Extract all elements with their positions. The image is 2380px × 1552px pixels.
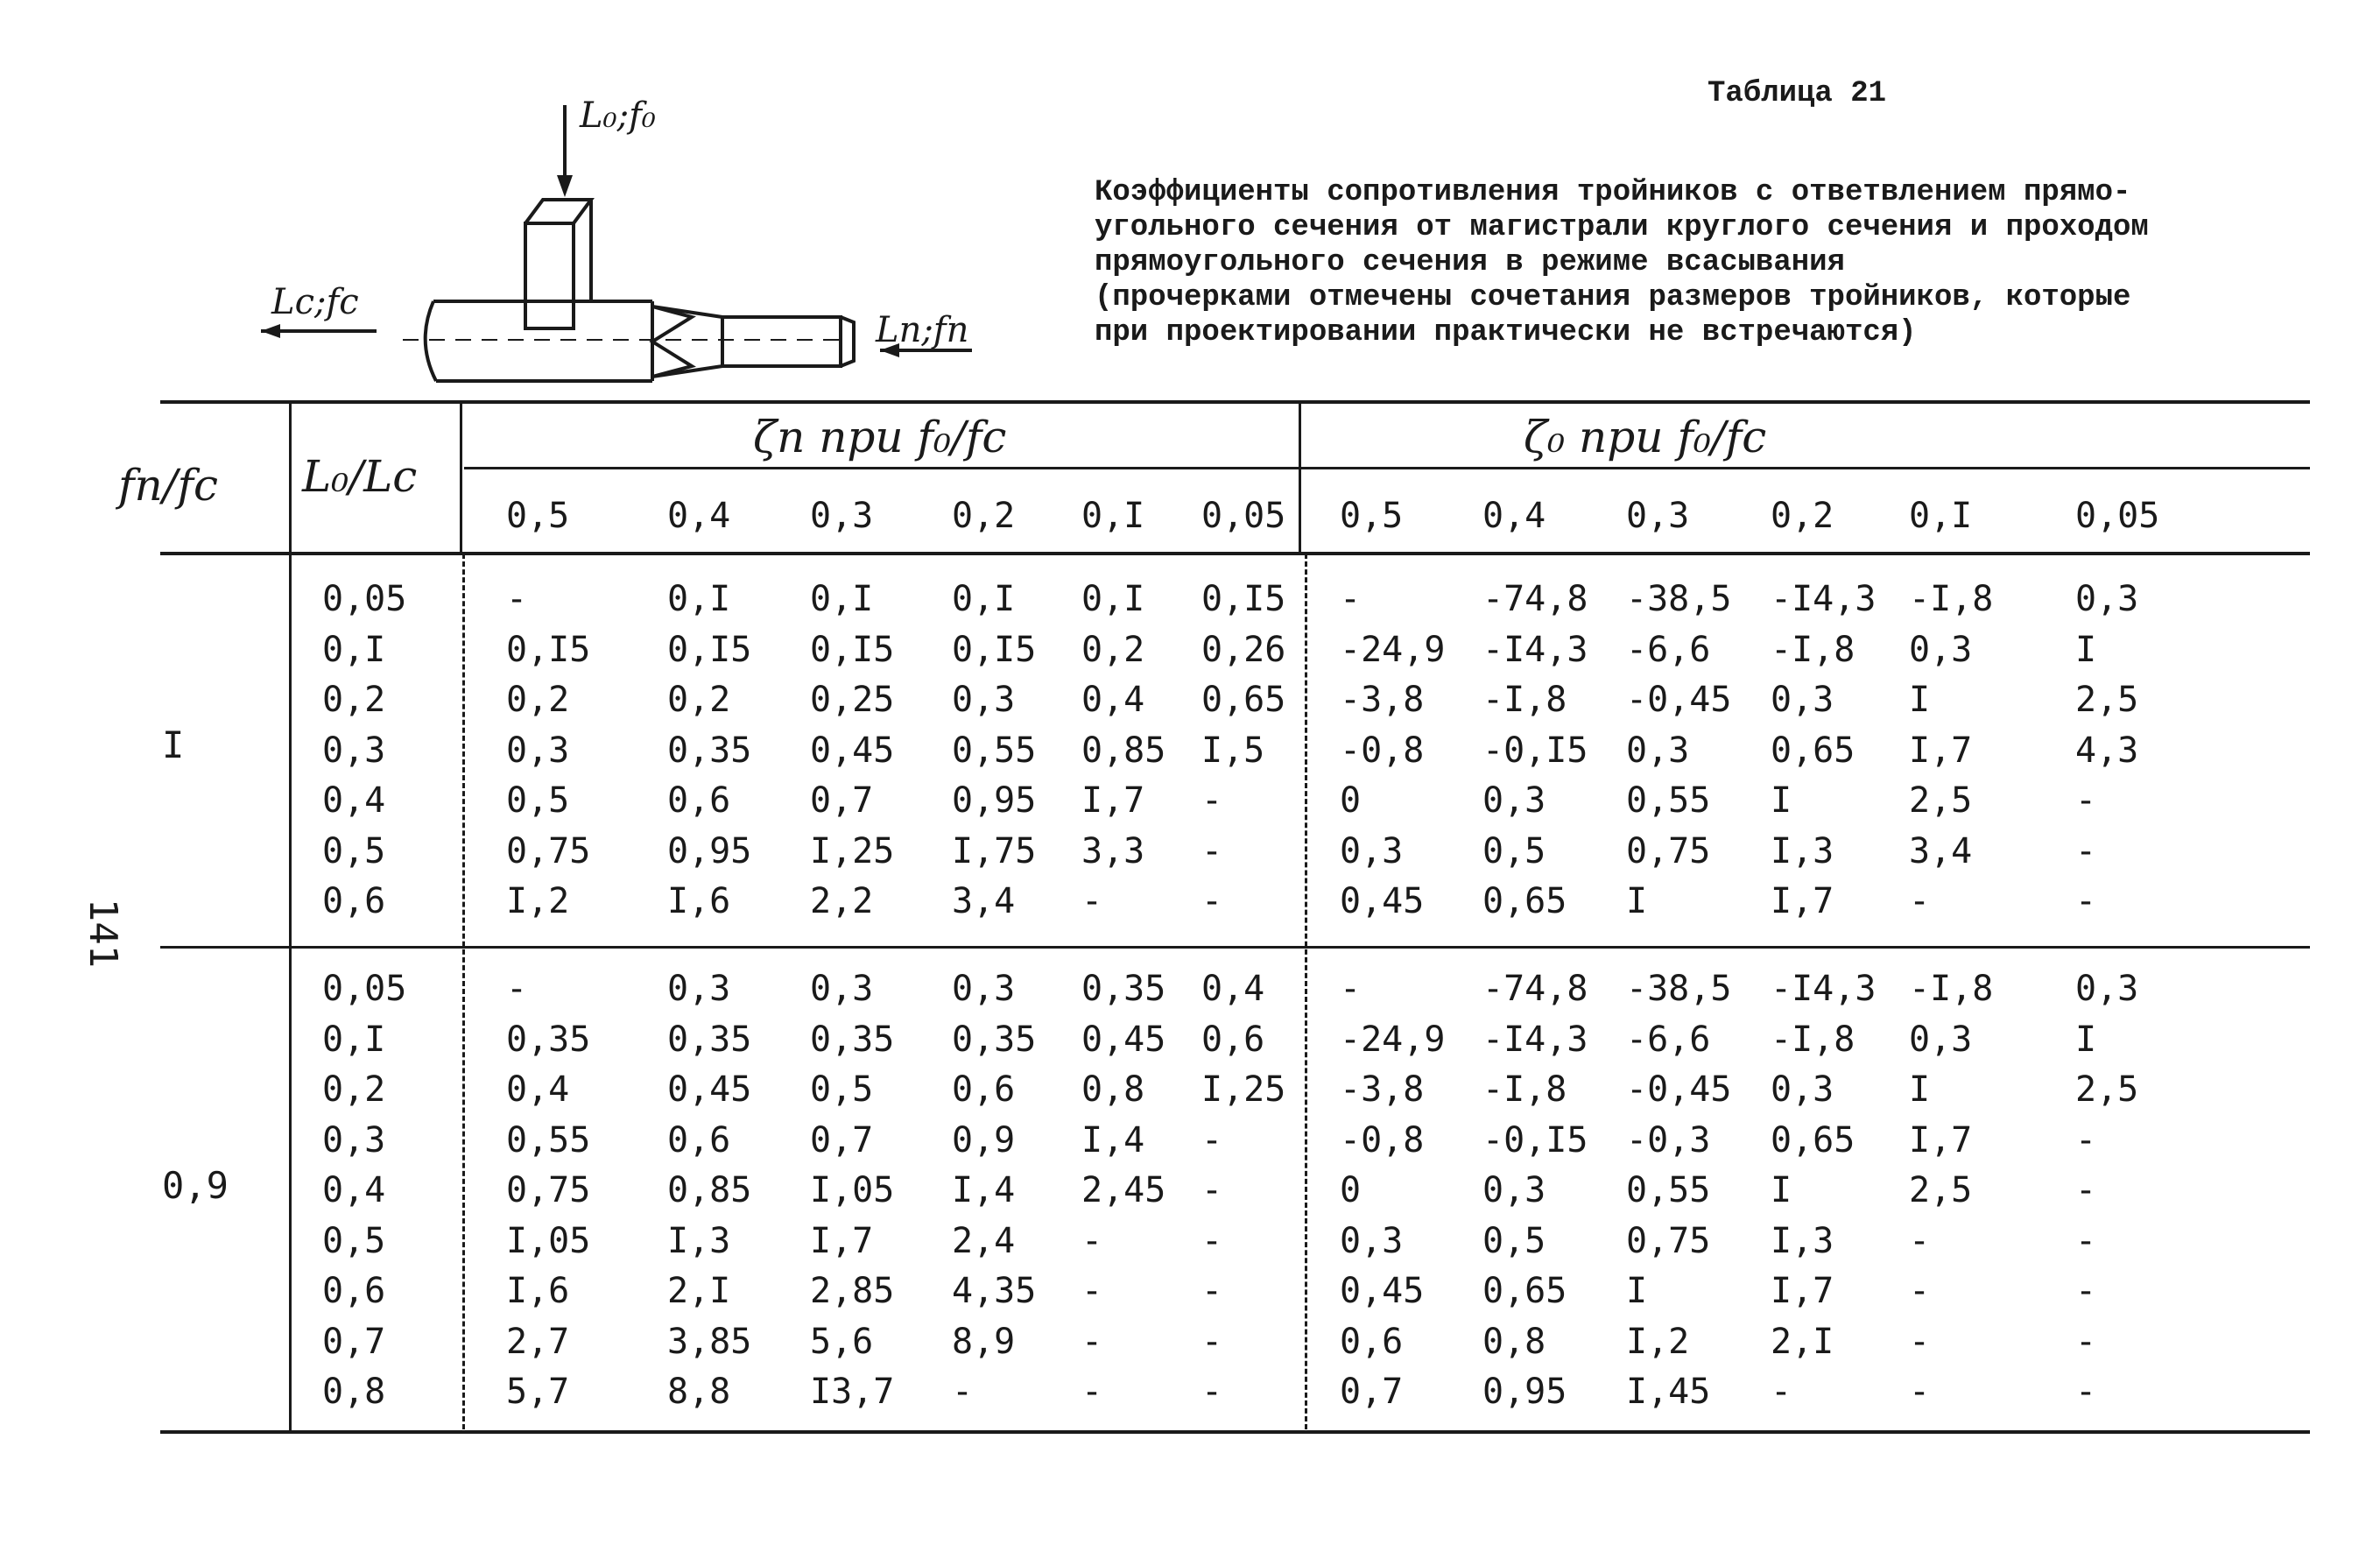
table-cell: - [1081, 1321, 1103, 1362]
table-cell: I [1626, 1271, 1648, 1311]
table-cell: 0,35 [810, 1019, 895, 1060]
table-cell: 2,2 [810, 881, 874, 921]
table-cell: 0,55 [506, 1119, 591, 1160]
row-ratio: 0,05 [322, 969, 407, 1009]
table-cell: 0 [1340, 1170, 1362, 1210]
table-cell: 2,5 [2075, 1069, 2139, 1110]
table-cell: 5,7 [506, 1372, 570, 1412]
header-area-ratio: fп/fc [118, 460, 219, 511]
table-cell: 3,4 [952, 881, 1016, 921]
table-cell: 0,45 [810, 730, 895, 771]
subheader-cell: 0,05 [1201, 496, 1286, 536]
table-cell: 0,35 [506, 1019, 591, 1060]
table-cell: -I4,3 [1482, 1019, 1588, 1060]
table-cell: 0,3 [810, 969, 874, 1009]
table-cell: 0,95 [952, 780, 1037, 821]
table-cell: I,25 [1201, 1069, 1286, 1110]
table-cell: - [1201, 1271, 1223, 1311]
table-cell: 0,3 [1771, 680, 1834, 720]
row-ratio: 0,4 [322, 780, 386, 821]
table-cell: 0,8 [1482, 1321, 1546, 1362]
table-cell: 0,75 [1626, 1220, 1711, 1261]
row-ratio: 0,3 [322, 730, 386, 771]
table-cell: -I4,3 [1771, 579, 1877, 619]
table-cell: 0,I [810, 579, 874, 619]
row-ratio: 0,2 [322, 1069, 386, 1110]
table-cell: 0,75 [1626, 830, 1711, 871]
table-cell: I,7 [810, 1220, 874, 1261]
table-cell: - [1909, 1220, 1931, 1261]
table-cell: 3,85 [667, 1321, 752, 1362]
table-cell: -I4,3 [1771, 969, 1877, 1009]
tee-diagram [236, 88, 1025, 403]
table-cell: I,7 [1081, 780, 1145, 821]
subheader-cell: 0,3 [1626, 496, 1690, 536]
subheader-cell: 0,5 [506, 496, 570, 536]
table-caption: Коэффициенты сопротивления тройников с ответвлением прямо- угольного сечения от магистрали круглого сечения и проходом прямоугольного сечения в режиме всасывания (прочерками отмечены сочетания размеров тройников, которые при проектировании практически не встречаются) [1095, 176, 2149, 349]
table-cell: 2,85 [810, 1271, 895, 1311]
table-cell: 0,3 [1482, 1170, 1546, 1210]
table-cell: 0,3 [506, 730, 570, 771]
table-cell: 0,65 [1771, 730, 1855, 771]
table-cell: 0,45 [1340, 1271, 1425, 1311]
table-cell: - [1909, 1321, 1931, 1362]
table-cell: 2,I [1771, 1321, 1834, 1362]
table-cell: 0,75 [506, 830, 591, 871]
table-cell: - [2075, 830, 2097, 871]
table-cell: -3,8 [1340, 680, 1425, 720]
table-cell: 0,I5 [667, 629, 752, 670]
table-cell: -38,5 [1626, 579, 1732, 619]
table-cell: -0,45 [1626, 1069, 1732, 1110]
table-cell: I,6 [667, 881, 731, 921]
table-cell: 5,6 [810, 1321, 874, 1362]
table-cell: 0,85 [667, 1170, 752, 1210]
table-cell: 2,4 [952, 1220, 1016, 1261]
table-cell: 0,7 [810, 780, 874, 821]
table-cell: 0,7 [810, 1119, 874, 1160]
row-ratio: 0,2 [322, 680, 386, 720]
table-cell: 0 [1340, 780, 1362, 821]
table-cell: 0,26 [1201, 629, 1286, 670]
table-cell: I,5 [1201, 730, 1265, 771]
table-cell: 0,95 [667, 830, 752, 871]
subheader-cell: 0,I [1081, 496, 1145, 536]
table-cell: -I,8 [1482, 1069, 1567, 1110]
table-cell: 8,9 [952, 1321, 1016, 1362]
table-cell: - [2075, 1119, 2097, 1160]
table-cell: I,7 [1771, 1271, 1834, 1311]
table-cell: 0,3 [1482, 780, 1546, 821]
row-ratio: 0,05 [322, 579, 407, 619]
table-cell: -I4,3 [1482, 629, 1588, 670]
row-ratio: 0,3 [322, 1119, 386, 1160]
table-cell: -3,8 [1340, 1069, 1425, 1110]
table-cell: -I,8 [1909, 969, 1994, 1009]
table-cell: 0,2 [1081, 629, 1145, 670]
table-cell: 0,2 [667, 680, 731, 720]
table-cell: I,4 [1081, 1119, 1145, 1160]
table-cell: - [2075, 1220, 2097, 1261]
table-cell: 0,3 [1340, 830, 1404, 871]
table-cell: - [2075, 1372, 2097, 1412]
pass-flow-label: Lп;fп [876, 310, 969, 350]
table-cell: 4,3 [2075, 730, 2139, 771]
table-cell: -24,9 [1340, 1019, 1446, 1060]
table-cell: - [1201, 1220, 1223, 1261]
table-cell: -I,8 [1482, 680, 1567, 720]
table-cell: 2,7 [506, 1321, 570, 1362]
table-cell: 0,5 [810, 1069, 874, 1110]
table-cell: I,05 [506, 1220, 591, 1261]
table-cell: I [1909, 680, 1931, 720]
table-cell: 0,3 [952, 680, 1016, 720]
table-cell: 0,5 [1482, 1220, 1546, 1261]
table-cell: 2,5 [2075, 680, 2139, 720]
table-cell: -74,8 [1482, 579, 1588, 619]
table-cell: - [952, 1372, 974, 1412]
table-cell: 0,I5 [952, 629, 1037, 670]
table-cell: 0,95 [1482, 1372, 1567, 1412]
table-cell: -0,8 [1340, 730, 1425, 771]
subheader-cell: 0,I [1909, 496, 1973, 536]
table-cell: I [1771, 1170, 1792, 1210]
table-cell: 0,75 [506, 1170, 591, 1210]
table-cell: I,6 [506, 1271, 570, 1311]
subheader-cell: 0,4 [1482, 496, 1546, 536]
table-cell: 0,3 [2075, 579, 2139, 619]
row-ratio: 0,I [322, 1019, 386, 1060]
row-ratio: 0,5 [322, 830, 386, 871]
table-cell: I,7 [1771, 881, 1834, 921]
table-cell: 0,6 [952, 1069, 1016, 1110]
table-cell: I [1626, 881, 1648, 921]
table-cell: 0,6 [1201, 1019, 1265, 1060]
subheader-cell: 0,2 [1771, 496, 1834, 536]
subheader-cell: 0,3 [810, 496, 874, 536]
header-pass-coeff: ζп при f₀/fc [753, 412, 1007, 462]
subheader-cell: 0,05 [2075, 496, 2160, 536]
table-number: Таблица 21 [1708, 77, 1887, 110]
table-cell: - [1340, 579, 1362, 619]
table-cell: - [2075, 881, 2097, 921]
table-cell: 0,55 [952, 730, 1037, 771]
group-label: 0,9 [162, 1163, 229, 1207]
subheader-cell: 0,2 [952, 496, 1016, 536]
table-cell: 0,3 [2075, 969, 2139, 1009]
table-cell: I,25 [810, 830, 895, 871]
table-cell: I [2075, 1019, 2097, 1060]
table-cell: 0,55 [1626, 1170, 1711, 1210]
table-cell: 0,3 [1626, 730, 1690, 771]
table-cell: 0,2 [506, 680, 570, 720]
header-branch-coeff: ζ₀ при f₀/fc [1524, 412, 1767, 462]
table-cell: I [1771, 780, 1792, 821]
table-cell: 3,3 [1081, 830, 1145, 871]
table-cell: I [1909, 1069, 1931, 1110]
table-cell: - [1081, 1220, 1103, 1261]
table-cell: 0,4 [506, 1069, 570, 1110]
table-cell: - [1340, 969, 1362, 1009]
table-cell: 0,7 [1340, 1372, 1404, 1412]
subheader-cell: 0,4 [667, 496, 731, 536]
table-cell: - [1909, 881, 1931, 921]
table-cell: 0,3 [1771, 1069, 1834, 1110]
table-cell: 0,I [667, 579, 731, 619]
table-cell: I,2 [506, 881, 570, 921]
table-cell: 0,45 [667, 1069, 752, 1110]
table-cell: - [1201, 881, 1223, 921]
row-ratio: 0,8 [322, 1372, 386, 1412]
table-cell: -0,45 [1626, 680, 1732, 720]
table-cell: -0,8 [1340, 1119, 1425, 1160]
table-cell: - [1081, 881, 1103, 921]
table-cell: 0,25 [810, 680, 895, 720]
table-cell: 0,I5 [1201, 579, 1286, 619]
table-cell: - [2075, 1271, 2097, 1311]
table-cell: - [1909, 1372, 1931, 1412]
table-cell: 0,I [952, 579, 1016, 619]
row-ratio: 0,5 [322, 1220, 386, 1261]
table-cell: 0,5 [1482, 830, 1546, 871]
table-cell: I,3 [667, 1220, 731, 1261]
table-cell: 0,3 [952, 969, 1016, 1009]
table-cell: 0,8 [1081, 1069, 1145, 1110]
table-cell: I,7 [1909, 730, 1973, 771]
table-cell: 0,65 [1482, 881, 1567, 921]
table-cell: I,05 [810, 1170, 895, 1210]
table-cell: - [1909, 1271, 1931, 1311]
row-ratio: 0,6 [322, 881, 386, 921]
table-cell: 0,6 [667, 1119, 731, 1160]
table-cell: 0,3 [1340, 1220, 1404, 1261]
table-cell: - [1081, 1372, 1103, 1412]
table-cell: 0,65 [1482, 1271, 1567, 1311]
table-cell: -I,8 [1771, 1019, 1855, 1060]
table-cell: -6,6 [1626, 1019, 1711, 1060]
table-cell: -74,8 [1482, 969, 1588, 1009]
table-cell: 0,5 [506, 780, 570, 821]
table-cell: 0,4 [1081, 680, 1145, 720]
table-cell: 0,35 [952, 1019, 1037, 1060]
table-cell: 0,6 [667, 780, 731, 821]
table-cell: 0,4 [1201, 969, 1265, 1009]
common-flow-label: Lc;fc [271, 282, 359, 322]
table-cell: I3,7 [810, 1372, 895, 1412]
table-cell: 0,3 [1909, 1019, 1973, 1060]
subheader-cell: 0,5 [1340, 496, 1404, 536]
table-cell: - [506, 969, 528, 1009]
table-cell: 0,I [1081, 579, 1145, 619]
table-cell: - [1201, 1170, 1223, 1210]
table-cell: -I,8 [1909, 579, 1994, 619]
table-cell: 0,85 [1081, 730, 1166, 771]
table-cell: - [1201, 1372, 1223, 1412]
table-cell: - [1201, 1321, 1223, 1362]
table-cell: I,45 [1626, 1372, 1711, 1412]
table-cell: 2,5 [1909, 780, 1973, 821]
table-cell: 0,35 [667, 730, 752, 771]
table-cell: - [506, 579, 528, 619]
table-cell: -6,6 [1626, 629, 1711, 670]
table-cell: -38,5 [1626, 969, 1732, 1009]
table-cell: - [2075, 1321, 2097, 1362]
table-cell: I,4 [952, 1170, 1016, 1210]
table-cell: I [2075, 629, 2097, 670]
table-cell: 0,I5 [506, 629, 591, 670]
table-cell: 0,9 [952, 1119, 1016, 1160]
row-ratio: 0,6 [322, 1271, 386, 1311]
table-cell: 0,35 [667, 1019, 752, 1060]
row-ratio: 0,7 [322, 1321, 386, 1362]
table-cell: 8,8 [667, 1372, 731, 1412]
table-cell: I,3 [1771, 1220, 1834, 1261]
table-cell: I,2 [1626, 1321, 1690, 1362]
table-cell: 4,35 [952, 1271, 1037, 1311]
table-cell: -0,3 [1626, 1119, 1711, 1160]
table-cell: 3,4 [1909, 830, 1973, 871]
table-cell: - [1081, 1271, 1103, 1311]
table-cell: 0,35 [1081, 969, 1166, 1009]
table-cell: 0,65 [1201, 680, 1286, 720]
page-number: 141 [81, 898, 126, 969]
table-cell: I,3 [1771, 830, 1834, 871]
table-cell: I,75 [952, 830, 1037, 871]
table-cell: -0,I5 [1482, 730, 1588, 771]
table-cell: - [1201, 830, 1223, 871]
table-cell: - [1201, 780, 1223, 821]
group-label: I [162, 723, 185, 767]
table-cell: -0,I5 [1482, 1119, 1588, 1160]
table-cell: -I,8 [1771, 629, 1855, 670]
table-cell: 0,45 [1081, 1019, 1166, 1060]
table-cell: 2,45 [1081, 1170, 1166, 1210]
table-cell: 0,I5 [810, 629, 895, 670]
table-cell: 0,3 [1909, 629, 1973, 670]
table-cell: -24,9 [1340, 629, 1446, 670]
table-cell: 0,6 [1340, 1321, 1404, 1362]
row-ratio: 0,4 [322, 1170, 386, 1210]
row-ratio: 0,I [322, 629, 386, 670]
table-cell: 0,65 [1771, 1119, 1855, 1160]
branch-flow-label: L₀;f₀ [580, 95, 656, 136]
table-cell: 0,45 [1340, 881, 1425, 921]
table-cell: I,7 [1909, 1119, 1973, 1160]
table-cell: 2,5 [1909, 1170, 1973, 1210]
table-cell: - [1771, 1372, 1792, 1412]
table-cell: - [2075, 780, 2097, 821]
table-cell: 2,I [667, 1271, 731, 1311]
table-cell: 0,55 [1626, 780, 1711, 821]
table-cell: - [1201, 1119, 1223, 1160]
table-cell: 0,3 [667, 969, 731, 1009]
header-flow-ratio: L₀/Lc [302, 451, 418, 502]
table-cell: - [2075, 1170, 2097, 1210]
